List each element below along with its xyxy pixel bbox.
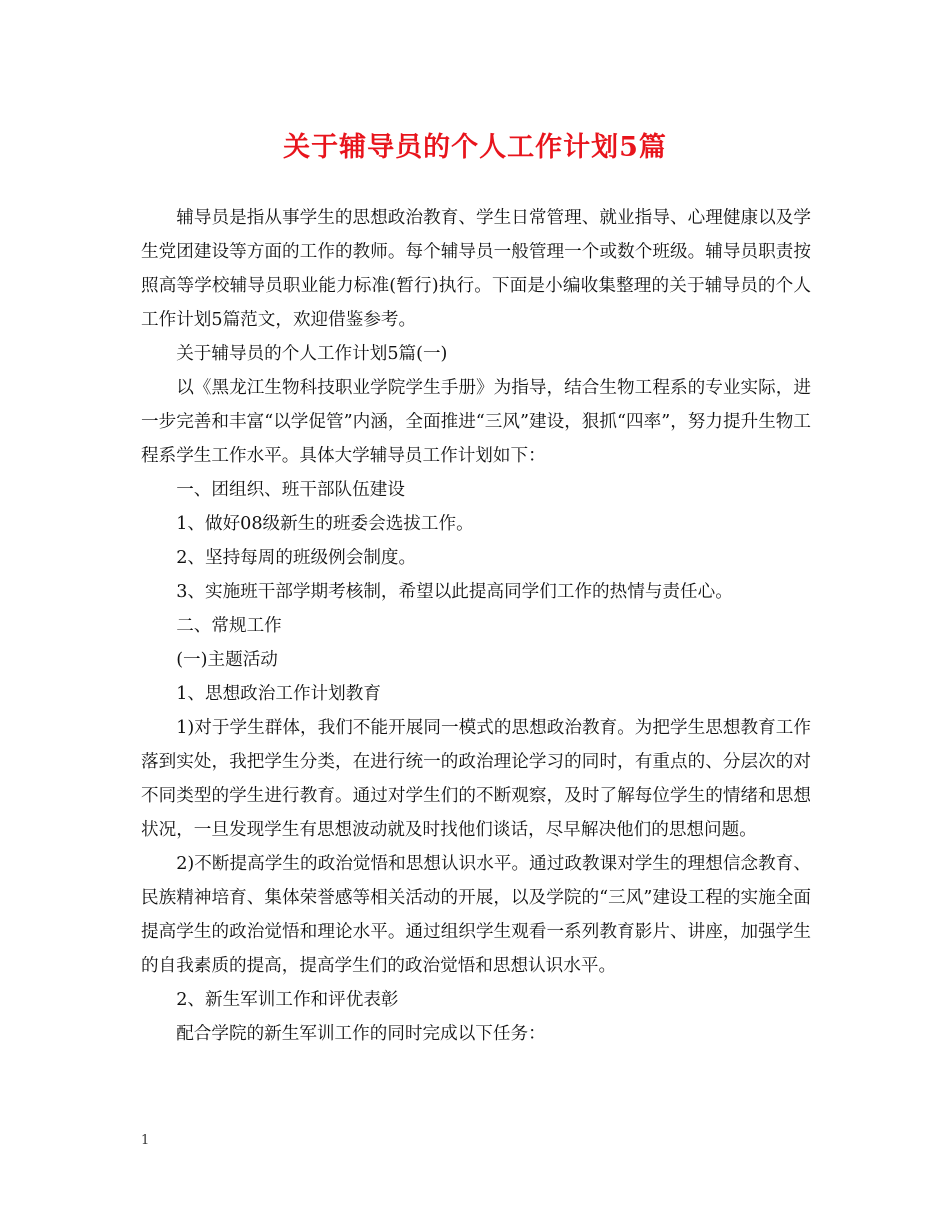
item-political-education: 1、思想政治工作计划教育 bbox=[176, 684, 381, 704]
heading-routine-work: 二、常规工作 bbox=[176, 616, 282, 636]
section-heading-plan-one: 关于辅导员的个人工作计划5篇(一) bbox=[176, 344, 448, 364]
subheading-theme-activities: (一)主题活动 bbox=[176, 650, 278, 670]
document-title: 关于辅导员的个人工作计划5篇 bbox=[283, 132, 667, 163]
list-item-class-committee: 1、做好08级新生的班委会选拔工作。 bbox=[176, 514, 474, 534]
paragraph-intro: 辅导员是指从事学生的思想政治教育、学生日常管理、就业指导、心理健康以及学生党团建设等方面的工作的教师。每个辅导员一般管理一个或数个班级。辅导员职责按照高等学校辅导员职业能力标准(暂行)执行。下面是小编收集整理的关于辅导员的个人工作计划5篇范文，欢迎借鉴参考。 bbox=[141, 208, 811, 330]
paragraph-guidance: 以《黑龙江生物科技职业学院学生手册》为指导，结合生物工程系的专业实际，进一步完善和丰富“以学促管”内涵，全面推进“三风”建设，狠抓“四率”，努力提升生物工程系学生工作水平。具体大学辅导员工作计划如下： bbox=[141, 378, 811, 466]
item-military-training: 2、新生军训工作和评优表彰 bbox=[176, 990, 399, 1010]
paragraph-training-tasks: 配合学院的新生军训工作的同时完成以下任务： bbox=[176, 1024, 546, 1044]
list-item-weekly-meeting: 2、坚持每周的班级例会制度。 bbox=[176, 548, 417, 568]
document-body bbox=[141, 201, 811, 1051]
list-item-cadre-assessment: 3、实施班干部学期考核制，希望以此提高同学们工作的热情与责任心。 bbox=[176, 582, 733, 602]
paragraph-political-awareness: 2)不断提高学生的政治觉悟和思想认识水平。通过政教课对学生的理想信念教育、民族精神培育、集体荣誉感等相关活动的开展，以及学院的“三风”建设工程的实施全面提高学生的政治觉悟和理论水平。通过组织学生观看一系列教育影片、讲座，加强学生的自我素质的提高，提高学生们的政治觉悟和思想认识水平。 bbox=[141, 854, 811, 976]
paragraph-student-groups: 1)对于学生群体，我们不能开展同一模式的思想政治教育。为把学生思想教育工作落到实处，我把学生分类，在进行统一的政治理论学习的同时，有重点的、分层次的对不同类型的学生进行教育。通过对学生们的不断观察，及时了解每位学生的情绪和思想状况，一旦发现学生有思想波动就及时找他们谈话，尽早解决他们的思想问题。 bbox=[141, 718, 811, 840]
page-number: 1 bbox=[141, 1133, 150, 1148]
heading-team-building: 一、团组织、班干部队伍建设 bbox=[176, 480, 405, 500]
